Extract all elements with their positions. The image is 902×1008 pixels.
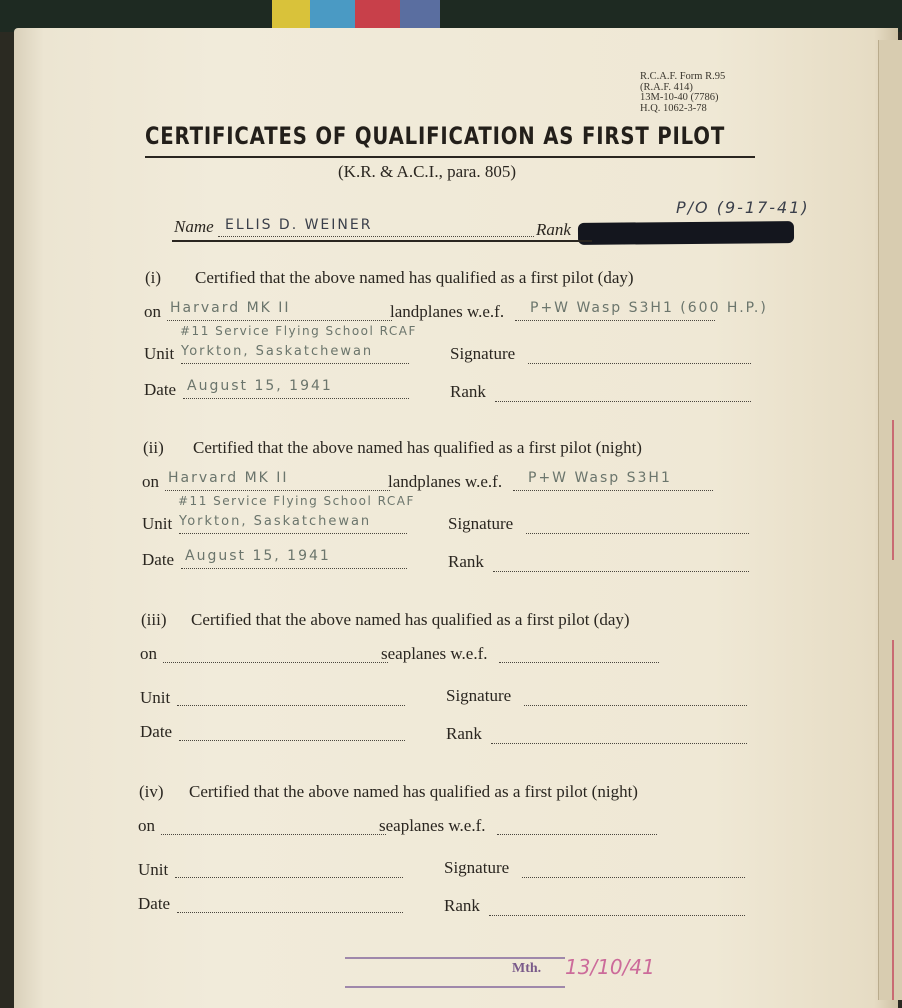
name-underline [172,240,592,242]
aircraft-value: Harvard MK II [170,300,291,316]
certification-text: Certified that the above named has qualified as a first pilot (night) [189,782,638,801]
on-label: on [140,644,157,663]
form-reference [640,72,725,114]
wef-value: P+W Wasp S3H1 (600 H.P.) [530,300,768,316]
section-numeral: (ii) [143,438,164,457]
hq-code: H.Q. 1062-3-78 [640,102,707,114]
unit-field[interactable] [177,705,405,706]
name-label: Name [174,217,214,236]
wef-field[interactable] [499,662,659,663]
certification-text: Certified that the above named has qualified as a first pilot (night) [193,438,642,457]
signature-field[interactable] [522,877,745,878]
date-value: August 15, 1941 [185,548,331,564]
certification-text: Certified that the above named has qualified as a first pilot (day) [195,268,634,287]
form-number: R.C.A.F. Form R.95 [640,71,726,82]
plane-type-label: landplanes w.e.f. [388,472,503,491]
rank-field[interactable] [493,571,749,572]
section-numeral: (i) [145,268,162,287]
margin-mark [892,420,894,560]
aircraft-field[interactable] [165,490,390,491]
plane-type-label: seaplanes w.e.f. [381,644,488,663]
raf-number: (R.A.F. 414) [640,81,693,93]
section-numeral: (iii) [141,610,167,629]
stamp-date: 13/10/41 [565,955,655,979]
redacted-rank [578,221,794,245]
aircraft-field[interactable] [161,834,386,835]
wef-field[interactable] [513,490,713,491]
unit-label: Unit [144,344,175,363]
rank-label: Rank [444,896,480,915]
date-label: Date [138,894,171,913]
unit-label: Unit [142,514,173,533]
stamp-text: Mth. [512,961,542,976]
rank-label: Rank [448,552,484,571]
signature-field[interactable] [528,363,751,364]
on-label: on [142,472,159,491]
margin-mark [892,640,894,1000]
unit-note: #11 Service Flying School RCAF [178,494,415,508]
signature-label: Signature [444,858,510,877]
page-binding [878,40,902,1000]
name-value: ELLIS D. WEINER [225,217,373,233]
date-field[interactable] [183,398,409,399]
on-label: on [138,816,155,835]
wef-value: P+W Wasp S3H1 [528,470,672,486]
print-code: 13M-10-40 (7786) [640,92,719,103]
rank-label: Rank [446,724,482,743]
aircraft-field[interactable] [163,662,388,663]
unit-value: Yorkton, Saskatchewan [179,514,372,529]
plane-type-label: seaplanes w.e.f. [379,816,486,835]
signature-label: Signature [448,514,514,533]
unit-label: Unit [140,688,171,707]
certification-text: Certified that the above named has qualified as a first pilot (day) [191,610,630,629]
rank-annotation: P/O (9-17-41) [676,198,810,217]
rank-field[interactable] [491,743,747,744]
date-label: Date [144,380,177,399]
title-underline [145,156,755,158]
aircraft-field[interactable] [167,320,392,321]
on-label: on [144,302,161,321]
signature-field[interactable] [526,533,749,534]
wef-field[interactable] [515,320,715,321]
plane-type-label: landplanes w.e.f. [390,302,505,321]
wef-field[interactable] [497,834,657,835]
date-field[interactable] [177,912,403,913]
signature-label: Signature [450,344,516,363]
unit-field[interactable] [175,877,403,878]
unit-field[interactable] [179,533,407,534]
name-field-line [218,236,534,237]
stamp-line [345,986,565,988]
page-title: CERTIFICATES OF QUALIFICATION AS FIRST PILOT [145,122,726,150]
date-label: Date [142,550,175,569]
date-label: Date [140,722,173,741]
date-value: August 15, 1941 [187,378,333,394]
aircraft-value: Harvard MK II [168,470,289,486]
rank-label: Rank [536,220,571,239]
rank-field[interactable] [495,401,751,402]
unit-label: Unit [138,860,169,879]
section-numeral: (iv) [139,782,164,801]
signature-label: Signature [446,686,512,705]
unit-note: #11 Service Flying School RCAF [180,324,417,338]
stamp-line [345,957,565,959]
date-field[interactable] [179,740,405,741]
unit-field[interactable] [181,363,409,364]
page-subtitle: (K.R. & A.C.I., para. 805) [338,162,517,181]
rank-field[interactable] [489,915,745,916]
signature-field[interactable] [524,705,747,706]
rank-label: Rank [450,382,486,401]
date-field[interactable] [181,568,407,569]
unit-value: Yorkton, Saskatchewan [181,344,374,359]
